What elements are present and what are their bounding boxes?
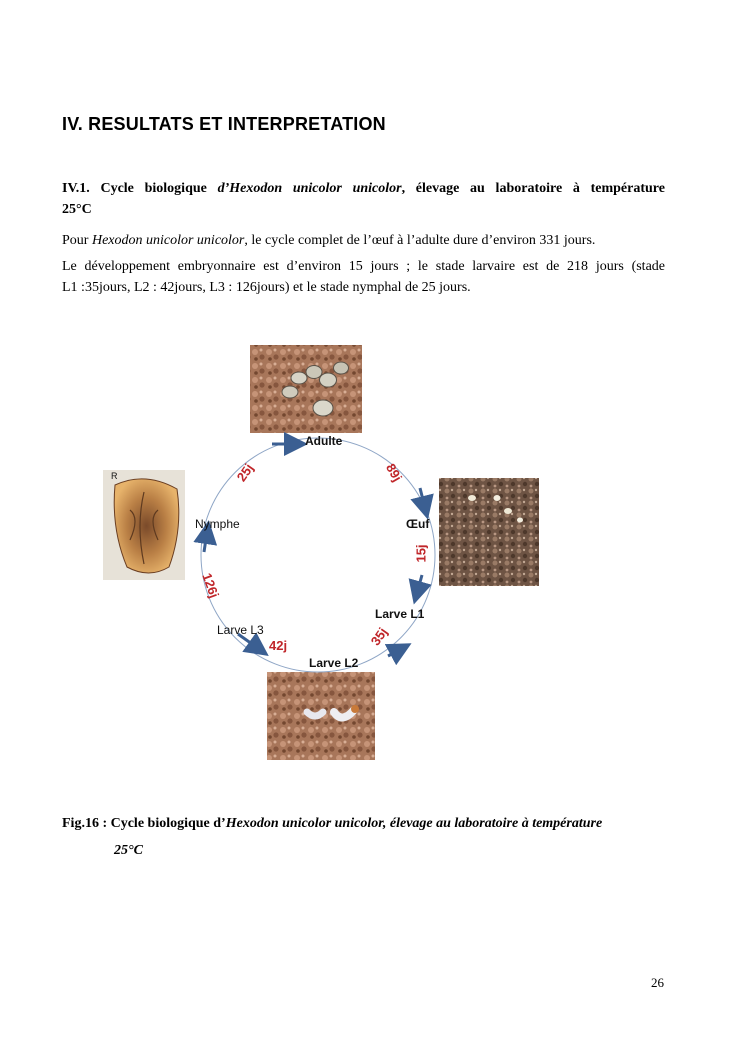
duration-l2-to-l3: 42j <box>269 638 288 653</box>
stage-label-larva-l2: Larve L2 <box>309 656 359 670</box>
duration-l3-to-pupa: 126j <box>199 571 223 600</box>
paragraph-1-rest: , le cycle complet de l’œuf à l’adulte dure d’environ 331 jours. <box>244 233 596 248</box>
stage-label-larva-l3: Larve L3 <box>217 623 264 637</box>
stage-label-adult: Adulte <box>305 434 343 448</box>
larva-photo <box>267 672 375 760</box>
pupa-photo-letter: R <box>111 471 118 481</box>
subsection-suffix: , élevage au laboratoire à température <box>401 181 665 196</box>
subsection-title-line1 <box>62 178 665 199</box>
paragraph-2 <box>62 256 665 298</box>
stage-label-larva-l1: Larve L1 <box>375 607 425 621</box>
caption-label: Fig.16 : Cycle biologique d’ <box>62 816 226 831</box>
paragraph-1 <box>62 230 665 251</box>
duration-egg-to-l1: 15j <box>413 544 429 563</box>
life-cycle-figure <box>0 320 744 780</box>
pupa-photo <box>103 470 185 580</box>
paragraph-2-line1: Le développement embryonnaire est d’environ 15 jours ; le stade larvaire est de 218 jours (stade <box>62 259 665 274</box>
duration-adult-to-egg: 89j <box>383 460 406 485</box>
paragraph-1-lead: Pour <box>62 233 92 248</box>
figure-caption <box>62 810 682 864</box>
paragraph-1-species: Hexodon unicolor unicolor <box>91 233 245 248</box>
page-number: 26 <box>651 975 664 990</box>
subsection-title <box>62 178 665 220</box>
paragraph-2-line2: L1 :35jours, L2 : 42jours, L3 : 126jours) et le stade nymphal de 25 jours. <box>62 280 471 295</box>
caption-line2: 25°C <box>114 843 143 858</box>
section-title: IV. RESULTATS ET INTERPRETATION <box>62 114 386 134</box>
subsection-prefix: IV.1. Cycle biologique <box>62 181 218 196</box>
egg-photo <box>439 478 539 586</box>
life-cycle-diagram <box>0 320 744 780</box>
subsection-title-line2: 25°C <box>62 202 92 217</box>
subsection-species: d’Hexodon unicolor unicolor <box>217 181 402 196</box>
adult-photo <box>250 345 362 433</box>
duration-l1-to-l2: 35j <box>367 624 391 649</box>
duration-pupa-to-adult: 25j <box>233 460 257 485</box>
caption-text: Hexodon unicolor unicolor, élevage au laboratoire à température <box>225 816 603 831</box>
stage-label-pupa: Nymphe <box>195 517 240 531</box>
stage-label-egg: Œuf <box>406 517 430 531</box>
